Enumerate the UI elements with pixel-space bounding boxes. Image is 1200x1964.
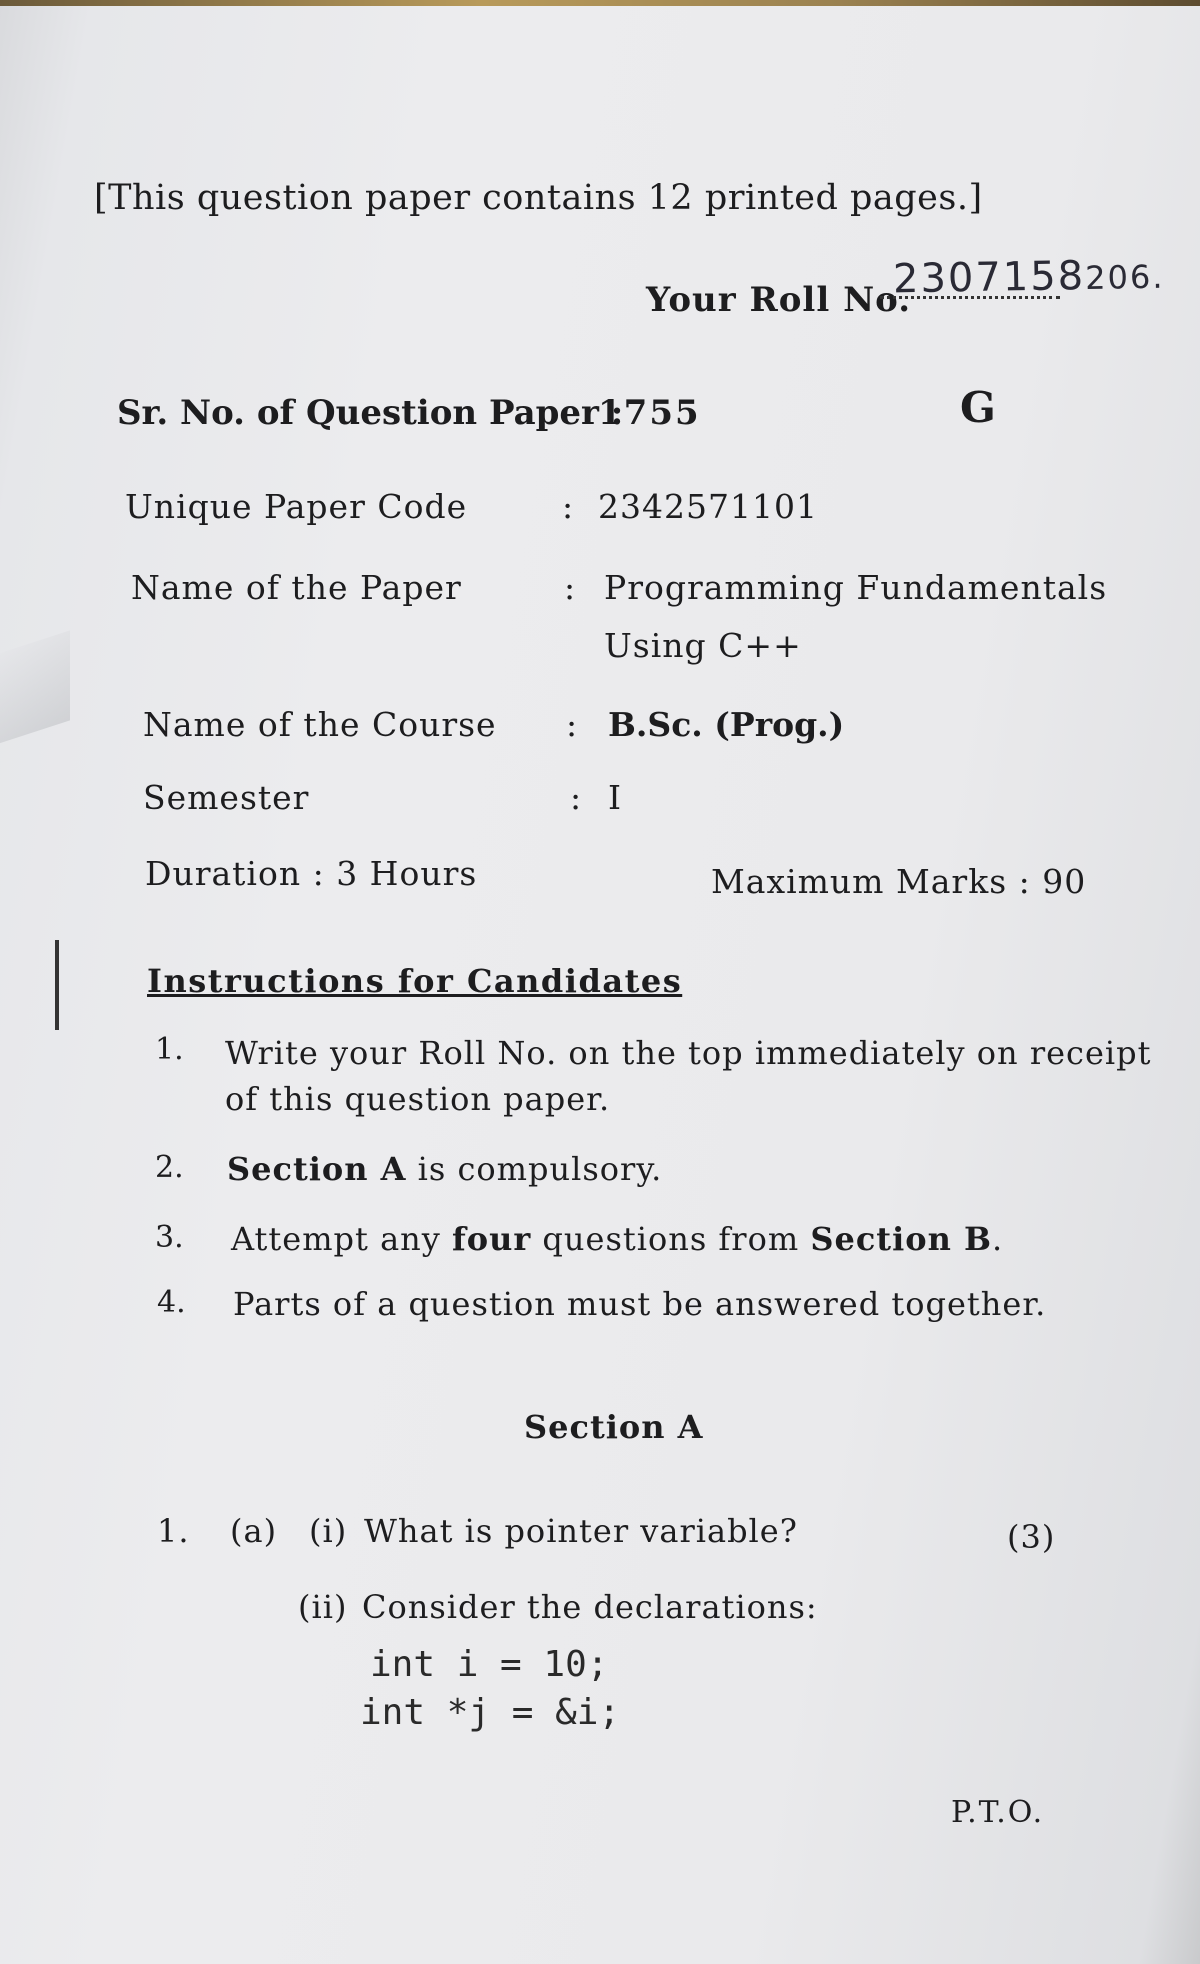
instruction-text: of this question paper. xyxy=(225,1080,611,1118)
code-line: int i = 10; xyxy=(370,1644,609,1685)
top-edge xyxy=(0,0,1200,6)
paper-name-label: Name of the Paper xyxy=(131,568,462,607)
question-number: 1. xyxy=(157,1512,190,1550)
instruction-number: 3. xyxy=(155,1220,184,1255)
section-a-title: Section A xyxy=(524,1408,704,1446)
please-turn-over: P.T.O. xyxy=(951,1795,1045,1830)
semester-label: Semester xyxy=(143,778,310,817)
question-subpart: (ii) xyxy=(298,1588,348,1626)
question-subpart: (i) xyxy=(309,1512,348,1550)
margin-pen-mark xyxy=(55,940,59,1030)
instruction-text: Parts of a question must be answered together. xyxy=(233,1285,1047,1323)
instruction-text: Write your Roll No. on the top immediately on receipt xyxy=(225,1034,1152,1072)
semester-value: I xyxy=(608,778,623,817)
code-line: int *j = &i; xyxy=(360,1692,621,1733)
course-name-label: Name of the Course xyxy=(143,705,497,744)
roll-number-label: Your Roll No. xyxy=(646,280,912,320)
serial-number-label: Sr. No. of Question Paper : xyxy=(117,393,624,433)
serial-number-value: 1755 xyxy=(598,393,701,433)
instruction-text: Section A is compulsory. xyxy=(227,1150,663,1188)
instruction-number: 2. xyxy=(155,1150,184,1185)
instruction-number: 4. xyxy=(157,1285,186,1320)
course-name-value: B.Sc. (Prog.) xyxy=(608,705,845,744)
colon: : xyxy=(566,705,578,744)
paper-name-value-line1: Programming Fundamentals xyxy=(604,568,1108,607)
roll-number-tail: 206. xyxy=(1084,257,1165,298)
colon: : xyxy=(564,568,576,607)
paper-code-label: Unique Paper Code xyxy=(125,487,468,526)
instruction-text: Attempt any four questions from Section B. xyxy=(231,1220,1004,1258)
pages-note: [This question paper contains 12 printed pages.] xyxy=(94,178,983,218)
paper-code-value: 2342571101 xyxy=(598,487,818,526)
instruction-number: 1. xyxy=(155,1032,184,1067)
duration: Duration : 3 Hours xyxy=(145,854,478,893)
colon: : xyxy=(570,778,582,817)
maximum-marks: Maximum Marks : 90 xyxy=(711,862,1087,901)
question-marks: (3) xyxy=(1007,1518,1056,1556)
page-fold-shadow xyxy=(0,630,70,749)
colon: : xyxy=(562,487,574,526)
roll-number-handwritten xyxy=(893,252,1165,303)
instructions-title: Instructions for Candidates xyxy=(147,962,683,1000)
set-code: G xyxy=(960,383,996,432)
paper-name-value-line2: Using C++ xyxy=(604,626,802,665)
question-text: What is pointer variable? xyxy=(364,1512,798,1550)
question-text: Consider the declarations: xyxy=(362,1588,818,1626)
question-part: (a) xyxy=(230,1512,278,1550)
roll-number-main: 2307158 xyxy=(892,253,1086,303)
